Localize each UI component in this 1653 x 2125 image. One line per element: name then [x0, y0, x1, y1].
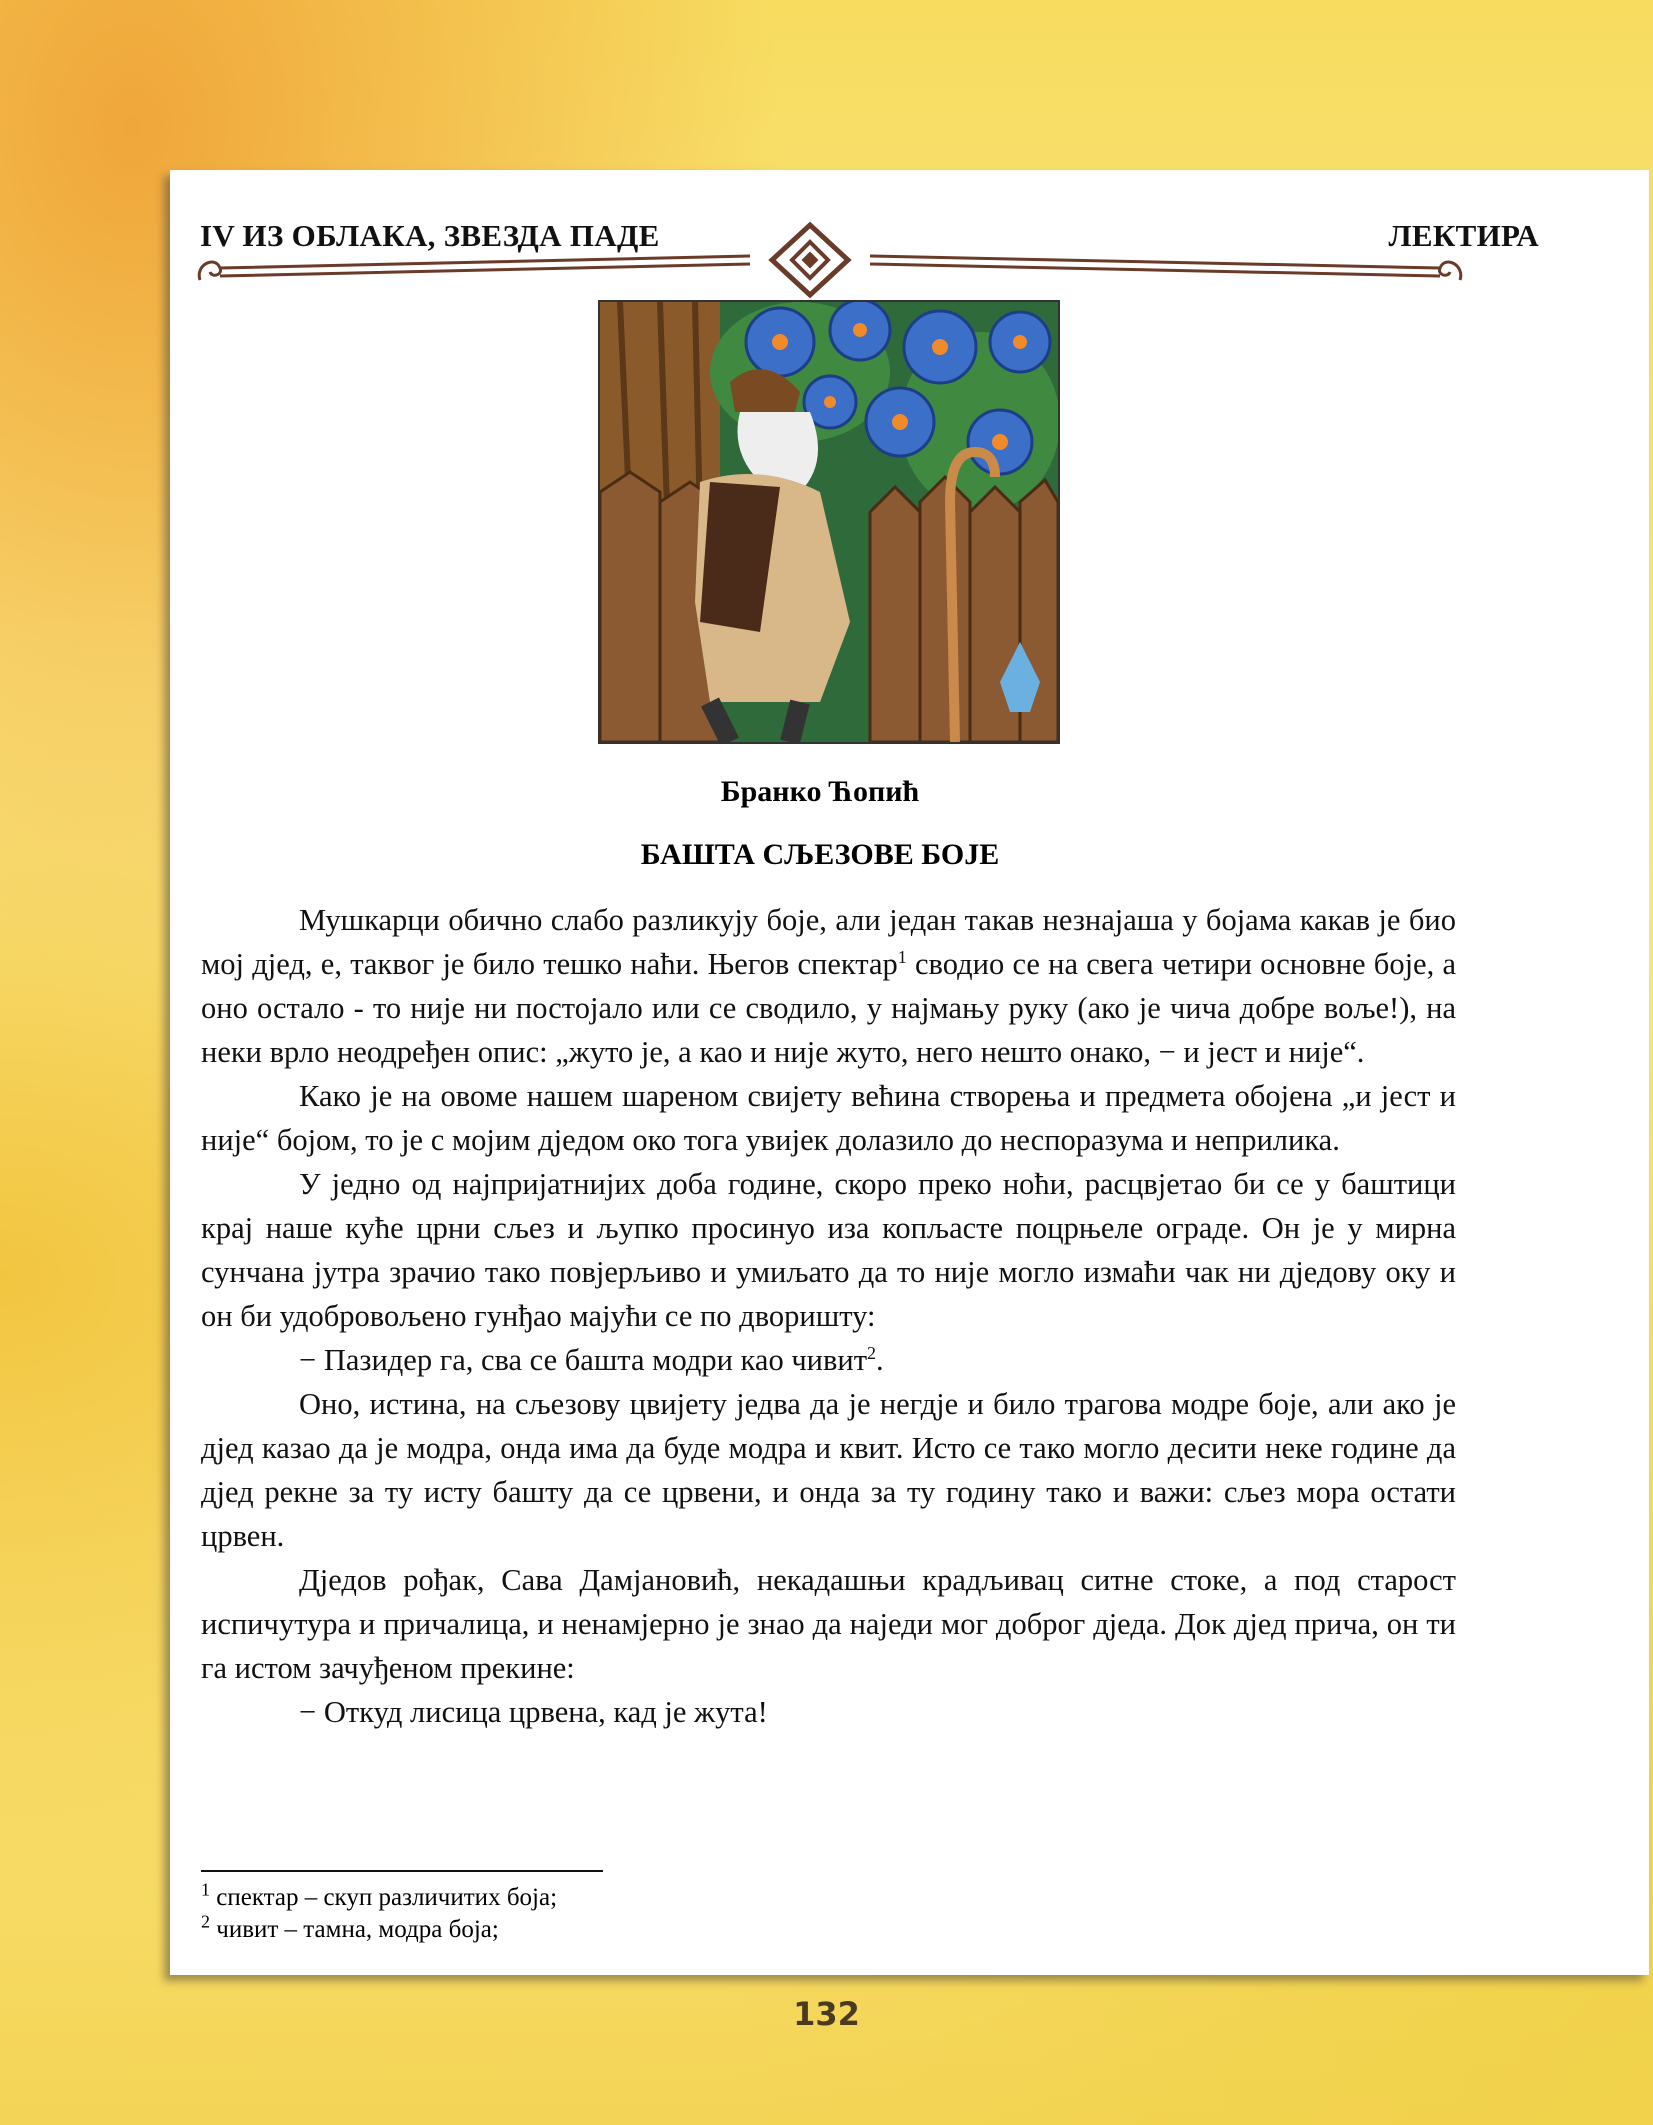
- paragraph-text: Како је на овоме нашем шареном свијету већина створења и предмета обојена „и јест и није“ бојом, то је с мојим дједом око тога увијек долазило до неспоразума и неприлика.: [201, 1079, 1456, 1157]
- footnote-text: спектар – скуп различитих боја;: [216, 1884, 558, 1911]
- paragraph-text: Мушкарци обично слабо разликују боје, али један такав незнајаша у бојама какав је био мој дјед, е, таквог је било тешко наћи. Његов спектар: [201, 903, 1456, 981]
- book-page: [170, 170, 1649, 1975]
- header-ornament: [190, 220, 1470, 300]
- footnote-ref: 2: [867, 1342, 877, 1363]
- paragraph-text: − Откуд лисица црвена, кад је жута!: [299, 1695, 768, 1729]
- paragraph-text: .: [876, 1343, 884, 1377]
- story-title: БАШТА СЉЕЗОВЕ БОЈЕ: [640, 838, 1000, 871]
- paragraph: [201, 898, 1456, 1074]
- footnote-ref: 1: [897, 946, 907, 967]
- paragraph-text: − Пазидер га, сва се башта модри као чивит: [299, 1343, 868, 1377]
- paragraph: [201, 1074, 1456, 1162]
- footnote-number: 2: [201, 1911, 210, 1932]
- illustration-grandfather-garden: [598, 300, 1060, 744]
- chapter-header: IV ИЗ ОБЛАКА, ЗВЕЗДА ПАДЕ: [200, 218, 660, 253]
- paragraph: [201, 1558, 1456, 1690]
- paragraph-text: Дједов рођак, Сава Дамјановић, некадашњи крадљивац ситне стоке, а под старост испичутура и причалица, и ненамјерно је знао да наједи мог доброг дједа. Док дјед прича, он ти га истом зачуђеном прекине:: [201, 1563, 1456, 1685]
- page-number: 132: [793, 1995, 860, 2033]
- author-name: Бранко Ћопић: [720, 775, 920, 808]
- paragraph: [201, 1162, 1456, 1338]
- footnote: [201, 1879, 558, 1914]
- footnote-divider: [201, 1870, 603, 1872]
- paragraph: [201, 1382, 1456, 1558]
- paragraph-text: У једно од најпријатнијих доба године, скоро преко ноћи, расцвјетао би се у баштици крај наше куће црни сљез и љупко просинуо иза копљасте поцрњеле ограде. Он је у мирна сунчана јутра зрачио тако повјерљиво и умиљато да то није могло измаћи чак ни дједову оку и он би удобровољено гунђао мајући се по дворишту:: [201, 1167, 1456, 1333]
- footnote: [201, 1911, 499, 1946]
- paragraph: [201, 1690, 1456, 1734]
- section-header: ЛЕКТИРА: [1388, 218, 1539, 253]
- footnote-text: чивит – тамна, модра боја;: [216, 1916, 499, 1943]
- paragraph: [201, 1338, 1456, 1382]
- paragraph-text: Оно, истина, на сљезову цвијету једва да је негдје и било трагова модре боје, али ако је дјед казао да је модра, онда има да буде модра и квит. Исто се тако могло десити неке године да дјед рекне за ту исту башту да се црвени, и онда за ту годину тако и важи: сљез мора остати црвен.: [201, 1387, 1456, 1553]
- footnote-number: 1: [201, 1879, 210, 1900]
- paragraph-text: сводио се на свега четири основне боје, а оно остало - то није ни постојало или се сводило, у најмању руку (ако је чича добре воље!), на неки врло неодређен опис: „жуто је, а као и није жуто, него нешто онако, − и јест и није“.: [201, 947, 1456, 1069]
- story-text: [201, 898, 1456, 1734]
